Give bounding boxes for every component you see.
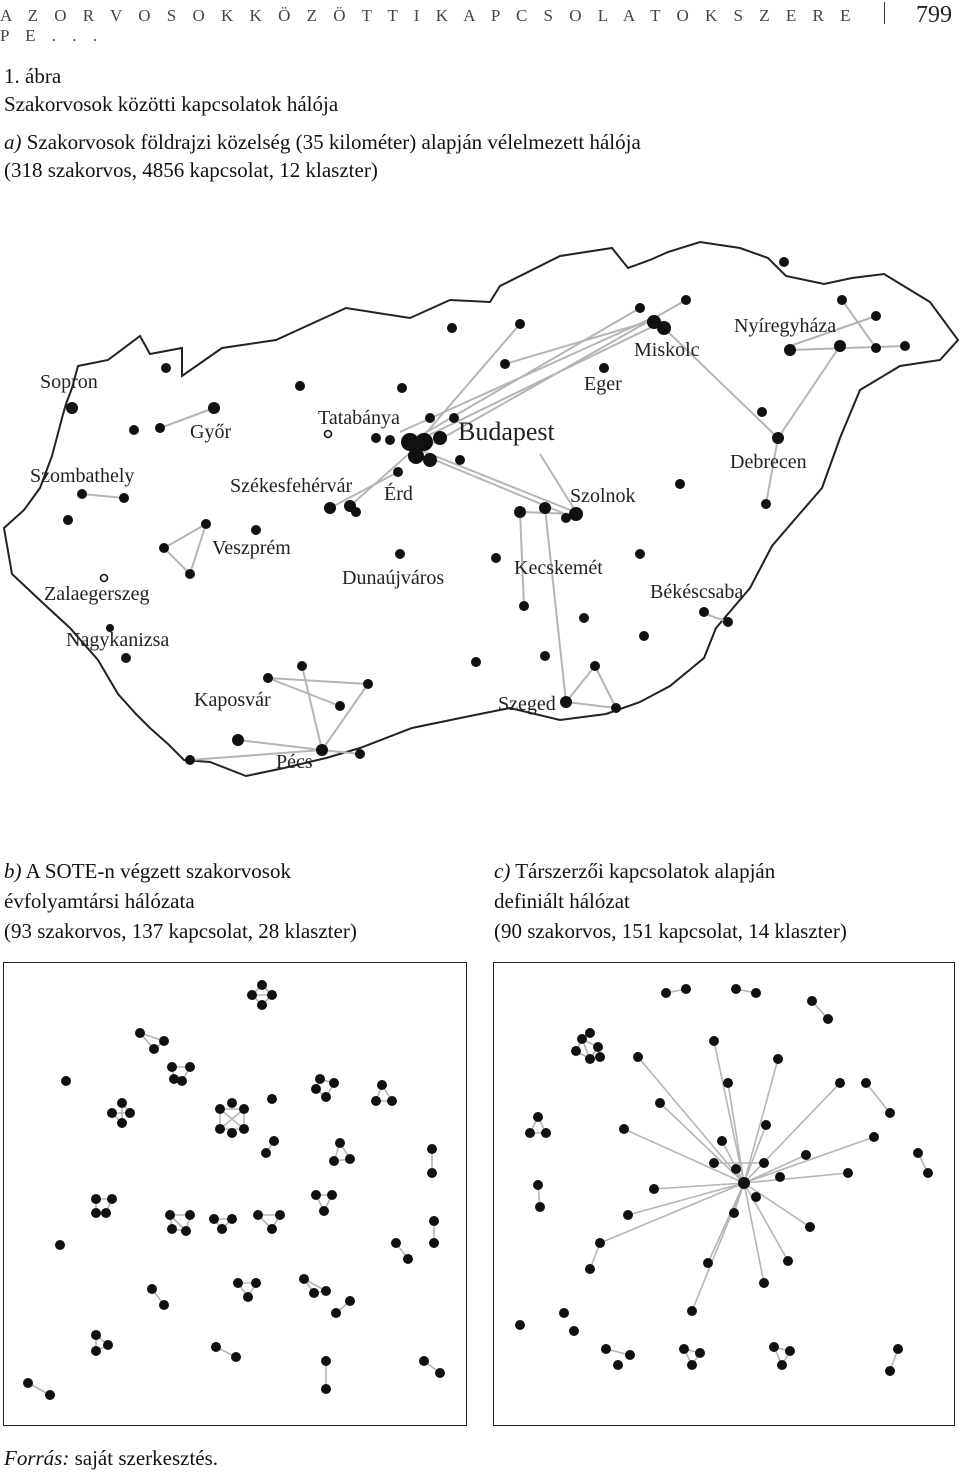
city-label-szeged: Szeged	[498, 693, 556, 715]
city-label-szolnok: Szolnok	[570, 485, 636, 507]
panel-b-graph	[4, 963, 466, 1425]
panel-c-network	[493, 962, 955, 1426]
city-label-veszprem: Veszprém	[212, 537, 291, 559]
page-number: 799	[916, 2, 952, 28]
panel-c-caption-line1: Társzerzői kapcsolatok alapján	[515, 859, 776, 883]
city-label-kecskemet: Kecskemét	[514, 557, 603, 579]
panel-c-graph	[494, 963, 954, 1425]
panel-b-letter: b)	[4, 859, 22, 883]
panel-c-caption	[494, 856, 954, 946]
city-label-eger: Eger	[584, 373, 622, 395]
panel-c-caption-line2: definiált hálózat	[494, 889, 630, 913]
panel-a-caption-line2: (318 szakorvos, 4856 kapcsolat, 12 klaszter)	[4, 158, 378, 182]
city-label-szekesfehervar: Székesfehérvár	[230, 475, 353, 497]
panel-b-network	[3, 962, 467, 1426]
city-label-pecs: Pécs	[276, 751, 313, 773]
running-header	[0, 0, 960, 45]
source-text: saját szerkesztés.	[74, 1446, 219, 1470]
panel-c-letter: c)	[494, 859, 511, 883]
city-label-szombathely: Szombathely	[30, 465, 135, 487]
city-label-miskolc: Miskolc	[634, 339, 700, 361]
figure-title: Szakorvosok közötti kapcsolatok hálója	[4, 92, 339, 116]
city-label-nyiregyhaza: Nyíregyháza	[734, 315, 837, 337]
source-note	[4, 1446, 218, 1471]
city-label-zalaegerszeg: Zalaegerszeg	[44, 583, 150, 605]
city-label-dunaujvaros: Dunaújváros	[342, 567, 445, 589]
panel-c-caption-line3: (90 szakorvos, 151 kapcsolat, 14 klaszter)	[494, 919, 847, 943]
panel-a-letter: a)	[4, 130, 22, 154]
running-title: A Z O R V O S O K K Ö Z Ö T T I K A P C S O L A T O K S Z E R E P E . . .	[0, 6, 857, 45]
panel-b-caption-line2: évfolyamtársi hálózata	[4, 889, 195, 913]
city-label-bekescsaba: Békéscsaba	[650, 581, 744, 603]
city-label-tatabanya: Tatabánya	[318, 407, 400, 429]
source-label: Forrás:	[4, 1446, 70, 1470]
city-label-budapest: Budapest	[458, 417, 555, 446]
panel-b-caption	[4, 856, 474, 946]
city-label-nagykanizsa: Nagykanizsa	[66, 629, 170, 651]
city-label-erd: Érd	[384, 483, 413, 505]
city-label-debrecen: Debrecen	[730, 451, 807, 473]
city-label-sopron: Sopron	[40, 371, 98, 393]
panel-b-caption-line3: (93 szakorvos, 137 kapcsolat, 28 klaszter)	[4, 919, 357, 943]
city-label-gyor: Győr	[190, 421, 232, 443]
panel-b-caption-line1: A SOTE-n végzett szakorvosok	[25, 859, 291, 883]
figure-label: 1. ábra	[4, 64, 62, 88]
figure-caption	[4, 62, 944, 184]
hungary-network-map	[0, 228, 960, 818]
header-divider	[884, 2, 885, 24]
city-label-kaposvar: Kaposvár	[194, 689, 271, 711]
panel-a-caption-line1: Szakorvosok földrajzi közelség (35 kilométer) alapján vélelmezett hálója	[26, 130, 641, 154]
